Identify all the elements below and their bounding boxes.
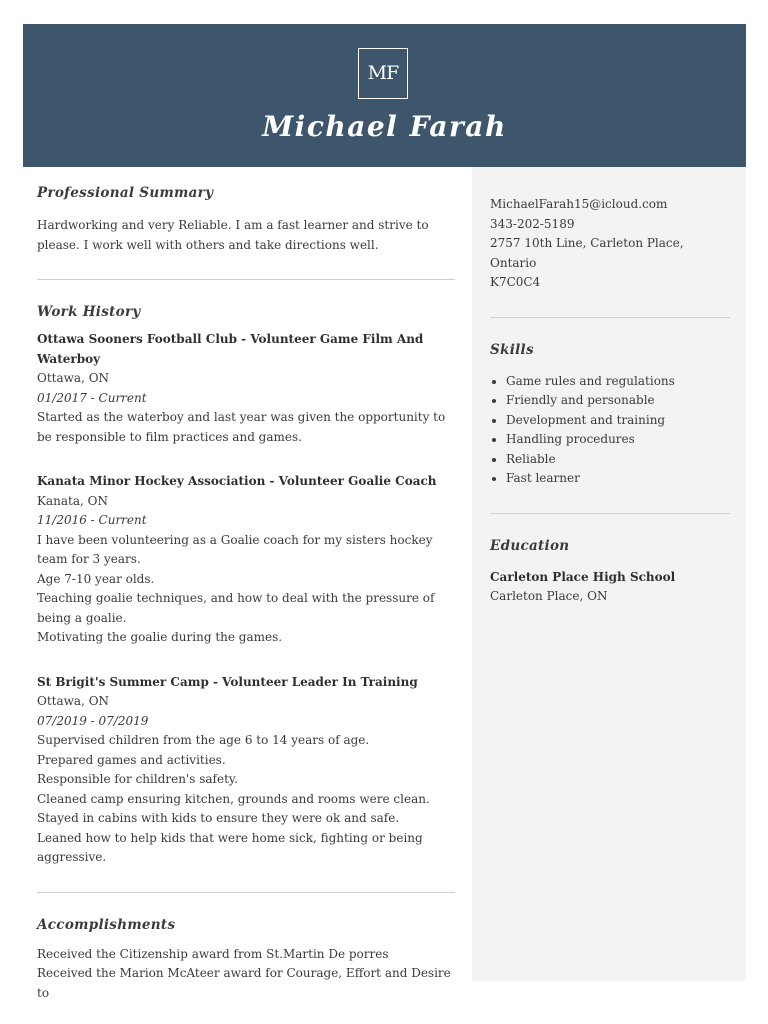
job-description-line: Supervised children from the age 6 to 14 years of age. — [37, 733, 370, 747]
skill-item: • Game rules and regulations — [506, 372, 730, 392]
work-history-heading: Work History — [37, 304, 141, 320]
accomplishment-line: Received the Citizenship award from St.Martin De porres — [37, 946, 389, 961]
job-description-line: Started as the waterboy and last year was given the opportunity to be responsible to film practices and games. — [37, 410, 446, 444]
job-entry — [37, 673, 455, 868]
skill-item: • Development and training — [506, 411, 730, 431]
job-description-line: I have been volunteering as a Goalie coach for my sisters hockey team for 3 years. — [37, 532, 433, 566]
job-title: Kanata Minor Hockey Association - Volunteer Goalie Coach — [37, 474, 437, 488]
section-divider — [37, 279, 455, 280]
contact-email[interactable]: MichaelFarah15@icloud.com — [490, 197, 668, 211]
skills-list — [490, 372, 730, 489]
job-description-line: Stayed in cabins with kids to ensure they were ok and safe. — [37, 811, 400, 825]
job-description-line: Teaching goalie techniques, and how to deal with the pressure of being a goalie. — [37, 591, 435, 625]
job-title: Ottawa Sooners Football Club - Volunteer Game Film And Waterboy — [37, 332, 424, 366]
job-description-line: Motivating the goalie during the games. — [37, 630, 283, 644]
accomplishments-list — [37, 945, 455, 1004]
candidate-name: Michael Farah — [262, 110, 507, 143]
job-entry — [37, 472, 455, 648]
job-title: St Brigit's Summer Camp - Volunteer Leader In Training — [37, 674, 418, 689]
summary-heading: Professional Summary — [37, 185, 214, 201]
skills-heading: Skills — [490, 341, 534, 358]
job-location: Ottawa, ON — [37, 371, 110, 385]
job-dates: 07/2019 - 07/2019 — [37, 713, 149, 728]
education-heading: Education — [490, 537, 570, 554]
initials-monogram: MF — [358, 48, 408, 99]
job-dates: 11/2016 - Current — [37, 513, 147, 527]
section-divider — [490, 317, 730, 318]
section-divider — [490, 513, 730, 514]
contact-block — [490, 195, 730, 293]
job-description-line: Cleaned camp ensuring kitchen, grounds and rooms were clean. — [37, 791, 430, 806]
section-divider — [37, 892, 455, 893]
main-column — [37, 185, 455, 1003]
contact-postal-code: K7C0C4 — [490, 275, 541, 289]
skill-item: • Handling procedures — [506, 430, 730, 450]
contact-phone: 343-202-5189 — [490, 216, 575, 231]
summary-text: Hardworking and very Reliable. I am a fast learner and strive to please. I work well with others and take directions well. — [37, 218, 429, 252]
job-description-line: Leaned how to help kids that were home sick, fighting or being aggressive. — [37, 830, 423, 864]
job-location: Kanata, ON — [37, 493, 108, 508]
job-description-line: Prepared games and activities. — [37, 752, 226, 767]
skill-item: • Fast learner — [506, 469, 730, 489]
accomplishment-line: Received the Marion McAteer award for Courage, Effort and Desire to — [37, 966, 451, 1000]
job-description-line: Age 7-10 year olds. — [37, 571, 155, 586]
skill-item: • Reliable — [506, 450, 730, 470]
contact-address: 2757 10th Line, Carleton Place, Ontario — [490, 236, 684, 270]
education-location: Carleton Place, ON — [490, 589, 608, 603]
job-dates: 01/2017 - Current — [37, 390, 147, 405]
sidebar-column — [490, 195, 730, 607]
job-location: Ottawa, ON — [37, 694, 110, 708]
job-description-line: Responsible for children's safety. — [37, 772, 238, 786]
job-entry — [37, 330, 455, 447]
accomplishments-heading: Accomplishments — [37, 916, 176, 933]
education-school: Carleton Place High School — [490, 569, 676, 584]
skill-item: • Friendly and personable — [506, 391, 730, 411]
